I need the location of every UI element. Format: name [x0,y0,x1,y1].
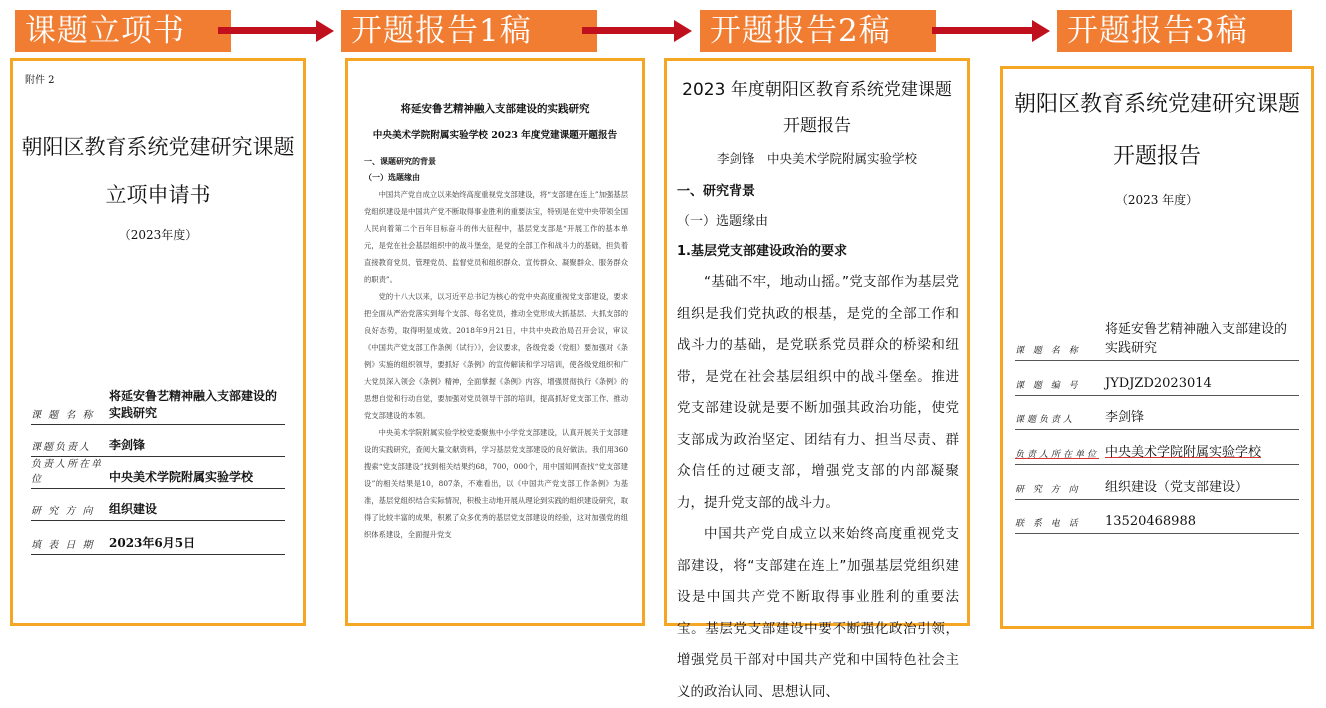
form-label: 课 题 名 称 [31,410,95,421]
form-row [31,431,285,457]
form-value: 中央美术学院附属实验学校 [1105,445,1262,460]
doc-year: （2023年度） [118,228,198,242]
form-label: 负责人所在单位 [31,459,103,485]
form-row [31,495,285,521]
doc-year: （2023 年度） [1115,193,1199,207]
form-label: 研 究 方 向 [31,506,95,517]
form-value: JYDJZD2023014 [1105,376,1212,391]
doc-title-line2: 开题报告 [783,116,851,136]
form-row [31,529,285,555]
body-paragraph: “基础不牢，地动山摇。”党支部作为基层党组织是我们党执政的根基，是党的全部工作和战斗力的基础，是党联系党员群众的桥梁和纽带，是党在社会基层组织中的战斗堡垒。推进党支部建设就是要不断加强其政治功能，使党支部成为政治坚定、团结有力、担当尽责、群众信任的过硬支部，增强党支部的内部凝聚力，提升党支部的战斗力。 [677,274,959,511]
form-label: 填 表 日 期 [31,540,95,551]
form-value: 组织建设（党支部建设） [1105,480,1249,495]
stage-banner-3: 开题报告2稿 [700,10,936,52]
body-paragraph: 中国共产党自成立以来始终高度重视党支部建设，将“支部建在连上”加强基层党组织建设是中国共产党不断取得事业胜利的重要法宝。基层党支部建设中要不断强化政治引领，增强党员干部对中国共产党和中国特色社会主义的政治认同、思想认同、 [677,526,959,700]
flow-arrow-1 [218,20,334,42]
document-proposal [10,58,306,626]
subsubsection-heading: 1.基层党支部建设政治的要求 [677,244,847,259]
stage-banner-2: 开题报告1稿 [341,10,597,52]
doc-title-line2: 立项申请书 [105,183,211,207]
subsection-heading: （一）选题缘由 [677,214,769,229]
doc-title-line1: 朝阳区教育系统党建研究课题 [1013,92,1300,117]
form-value: 13520468988 [1105,514,1196,529]
flow-arrow-3 [932,20,1050,42]
doc-body [677,177,959,708]
form-value: 中央美术学院附属实验学校 [109,470,254,484]
doc-title-line1: 2023 年度朝阳区教育系统党建课题 [682,80,952,100]
form-value: 组织建设 [109,502,158,516]
form-row [31,459,285,489]
form-row [31,389,285,425]
form-value: 李剑锋 [1105,410,1145,425]
attachment-label: 附件 2 [25,75,55,86]
section-heading: 一、课题研究的背景 [364,156,436,166]
doc-title-line1: 朝阳区教育系统党建研究课题 [21,135,295,159]
form-label: 研 究 方 向 [1015,485,1081,495]
form-row [1015,499,1299,534]
form-value: 2023年6月5日 [109,536,196,550]
form-row [1015,361,1299,396]
body-paragraph: 中央美术学院附属实验学校党委聚焦中小学党支部建设，认真开展关于支部建设的实践研究，查阅大量文献资料，学习基层党支部建设的良好做法。我们用360搜索“党支部建设”找到相关结果约68，700，000个，用中国知网查找“党支部建设”的相关结果是10，807条，不难看出，以《中国共产党支部工作条例》为基准，基层党组织结合实际情况，积极主动地开展从理论到实践的组织建设研究，取得了比较丰富的成果，积累了众多优秀的基层党支部建设的经验，这对加强党的组织体系建设，全面提升党支 [364,428,628,539]
form-label: 课 题 编 号 [1015,381,1081,391]
doc-author: 李剑锋 中央美术学院附属实验学校 [716,151,917,166]
subsection-heading: （一）选题缘由 [364,172,420,182]
form-label: 负责人所在单位 [1015,450,1100,460]
doc-body [364,153,628,543]
body-paragraph: 党的十八大以来，以习近平总书记为核心的党中央高度重视党支部建设，要求把全面从严治党落实到每个支部、每名党员，推动全党形成大抓基层、大抓支部的良好态势，取得明显成效。2018年9月21日，中共中央政治局召开会议，审议《中国共产党支部工作条例（试行）》，会议要求，各级党委（党组）要加强对《条例》实施的组织领导，要抓好《条例》的宣传解读和学习培训，使各级党组织和广大党员深入领会《条例》精神，全面掌握《条例》内容，增强贯彻执行《条例》的思想自觉和行动自觉，要加强对党员领导干部的培训，提高抓好党支部工作、推动党支部建设的本领。 [364,292,628,420]
form-row [1015,430,1299,465]
form-label: 课题负责人 [1015,415,1076,425]
stage-banner-4: 开题报告3稿 [1057,10,1292,52]
form-value: 将延安鲁艺精神融入支部建设的实践研究 [109,389,278,420]
form-label: 课 题 名 称 [1015,346,1081,356]
doc-title-line2: 中央美术学院附属实验学校 2023 年度党建课题开题报告 [372,130,618,141]
form-row [1015,395,1299,430]
body-paragraph: 中国共产党自成立以来始终高度重视党支部建设，将“支部建在连上”加强基层党组织建设是中国共产党不断取得事业胜利的重要法宝，特别是在党中央带领全国人民向着第二个百年目标奋斗的伟大征程中，基层党支部是“开展工作的基本单元，是党在社会基层组织中的战斗堡垒，是党的全部工作和战斗力的基础，担负着直接教育党员、管理党员、监督党员和组织群众、宣传群众、凝聚群众、服务群众的职责”。 [364,190,628,284]
document-draft-3 [1000,66,1314,629]
doc-title-line2: 开题报告 [1112,144,1201,169]
document-draft-2 [664,58,970,700]
stage-banner-1: 课题立项书 [15,10,231,52]
form-row [1015,322,1299,361]
doc-title-line1: 将延安鲁艺精神融入支部建设的实践研究 [400,103,590,115]
form-value: 李剑锋 [109,438,146,452]
flow-arrow-2 [582,20,692,42]
form-label: 联 系 电 话 [1015,519,1081,529]
form-row [1015,465,1299,500]
form-value: 将延安鲁艺精神融入支部建设的实践研究 [1105,322,1288,356]
section-heading: 一、研究背景 [677,184,756,199]
form-label: 课题负责人 [31,442,91,453]
document-draft-1 [345,58,645,626]
